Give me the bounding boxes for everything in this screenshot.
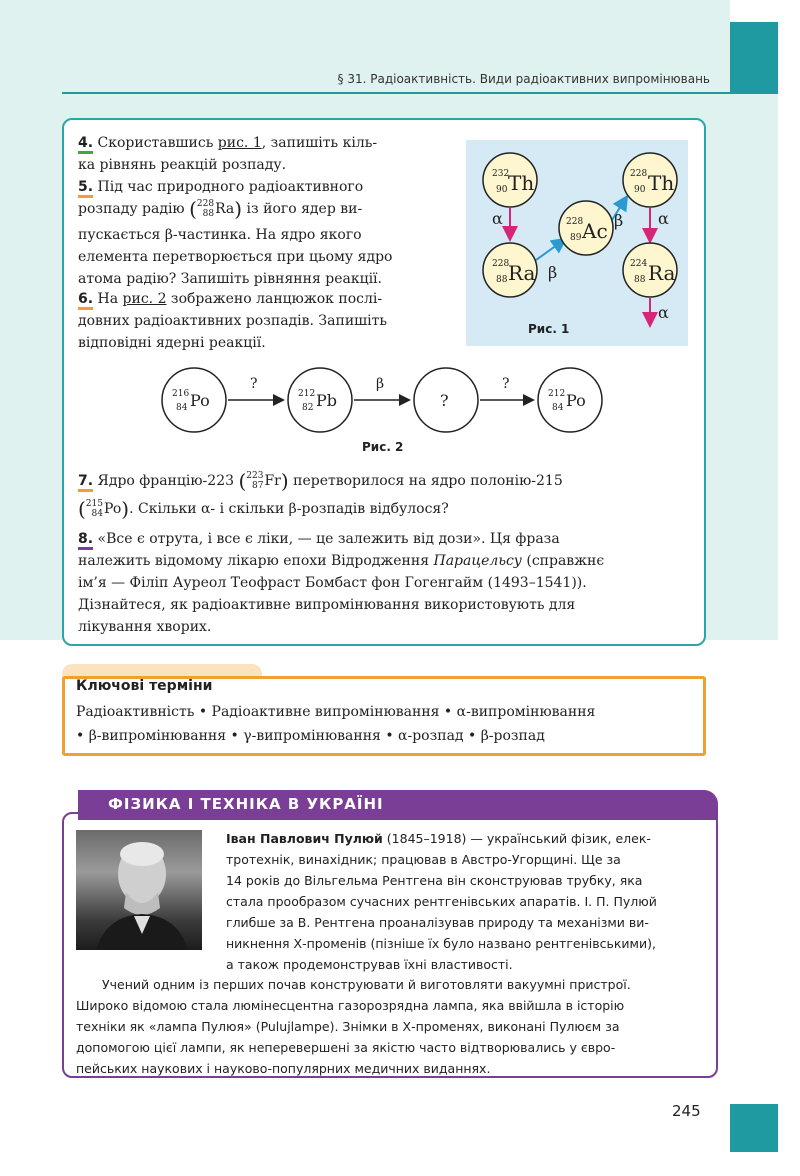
- task-5-line3: пускається β-частинка. На ядро якого: [78, 227, 362, 243]
- figure-1: [466, 140, 688, 346]
- physics-title: ФІЗИКА І ТЕХНІКА В УКРАЇНІ: [108, 795, 384, 813]
- pului-name: Іван Павлович Пулюй: [226, 831, 383, 846]
- task-5-number: 5.: [78, 179, 93, 198]
- task-8-line5: лікування хворих.: [78, 619, 212, 635]
- arrow-3-label: ?: [502, 376, 510, 392]
- fig1-link[interactable]: рис. 1: [217, 135, 262, 151]
- pului-bio-p1: [226, 828, 706, 975]
- ac228-charge: 89: [570, 233, 582, 243]
- task-5-line1: Під час природного радіоактивного: [97, 179, 364, 195]
- task-6-line3: відповідні ядерні реакції.: [78, 335, 266, 351]
- th232-symbol: Th: [508, 171, 535, 195]
- ac228-symbol: Ac: [582, 219, 608, 243]
- task-4-line2: ка рівнянь реакцій розпаду.: [78, 157, 287, 173]
- task-8-line3: ім’я — Філіп Ауреол Теофраст Бомбаст фон Гогенгайм (1493–1541)).: [78, 575, 587, 591]
- pului-bio-line: глибше за В. Рентгена проаналізував природу та механізми ви-: [226, 915, 649, 930]
- task-8-line1: «Все є отрута, і все є ліки, — це залежить від дози». Ця фраза: [97, 531, 560, 547]
- pului-bio-line: никнення Х-променів (пізніше їх було названо рентгенівськими),: [226, 936, 656, 951]
- isotope-po215: 215 84: [85, 499, 103, 519]
- task-6-number: 6.: [78, 291, 93, 310]
- task-5-line5: атома радію? Запишіть рівняння реакції.: [78, 271, 382, 287]
- th228-mass: 228: [630, 169, 648, 179]
- ra224-mass: 224: [630, 259, 648, 269]
- task-5-line4: елемента перетворюється при цьому ядро: [78, 249, 393, 265]
- pului-bio-p2-line: техніки як «лампа Пулюя» (Pulujlampe). Знімки в Х-променях, виконані Пулюєм за: [76, 1019, 620, 1034]
- pului-portrait: [76, 830, 202, 950]
- label-alpha-2: α: [658, 209, 669, 228]
- page-number: 245: [672, 1102, 701, 1120]
- isotope-ra228-symbol: Ra: [215, 201, 235, 217]
- pului-bio-line: а також продемонстрував їхні властивості.: [226, 957, 513, 972]
- portrait-illustration: [76, 830, 202, 950]
- ra224-symbol: Ra: [648, 261, 676, 285]
- fig2-link[interactable]: рис. 2: [122, 291, 167, 307]
- label-alpha-1: α: [492, 209, 503, 228]
- task-5-line2b: із його ядер ви-: [246, 201, 363, 217]
- po212-mass: 212: [548, 389, 566, 399]
- beta-arrow-1: [536, 240, 564, 260]
- task-6-text-a: На: [97, 291, 123, 307]
- task-7-number: 7.: [78, 473, 93, 492]
- th228-charge: 90: [634, 185, 646, 195]
- pb212-symbol: Pb: [316, 391, 338, 410]
- header-rule: [62, 92, 730, 94]
- po216-charge: 84: [176, 403, 188, 413]
- pului-bio-p2: [76, 974, 706, 1079]
- pului-bio-line: тротехнік, винахідник; працював в Австро-Угорщині. Ще за: [226, 852, 621, 867]
- po216-symbol: Po: [190, 391, 210, 410]
- pului-bio-p2-line: пейських наукових і науково-популярних медичних виданнях.: [76, 1061, 491, 1076]
- key-terms-line2: • β-випромінювання • γ-випромінювання • α-розпад • β-розпад: [76, 728, 545, 744]
- task-7-line1a: Ядро францію-223: [97, 473, 235, 489]
- isotope-fr223: 223 87: [246, 471, 264, 491]
- task-6: [78, 288, 458, 354]
- pului-bio-p2-line: Учений одним із перших почав конструювати й виготовляти вакуумні пристрої.: [102, 977, 631, 992]
- pului-bio-line: 14 років до Вільгельма Рентгена він сконструював трубку, яка: [226, 873, 643, 888]
- label-alpha-3: α: [658, 303, 669, 322]
- po216-mass: 216: [172, 389, 190, 399]
- pb212-mass: 212: [298, 389, 316, 399]
- task-4: [78, 132, 458, 176]
- task-4-number: 4.: [78, 135, 93, 154]
- isotope-fr223-symbol: Fr: [264, 473, 281, 489]
- key-terms-title: Ключові терміни: [76, 678, 213, 694]
- task-4-text-a: Скориставшись: [97, 135, 218, 151]
- running-header: § 31. Радіоактивність. Види радіоактивних випромінювань: [337, 72, 710, 86]
- figure-1-caption: Рис. 1: [528, 322, 570, 336]
- task-8: [78, 528, 698, 638]
- ra228-mass: 228: [492, 259, 510, 269]
- ra228-symbol: Ra: [508, 261, 536, 285]
- task-7-line2: . Скільки α- і скільки β-розпадів відбулося?: [129, 501, 449, 517]
- chapter-tab: [730, 22, 778, 94]
- task-4-text-b: , запишіть кіль-: [261, 135, 378, 151]
- th232-charge: 90: [496, 185, 508, 195]
- task-8-line2b: (справжнє: [521, 553, 605, 569]
- task-8-number: 8.: [78, 531, 93, 550]
- ra224-charge: 88: [634, 275, 646, 285]
- po212-symbol: Po: [566, 391, 586, 410]
- task-7: 7. Ядро францію-223 ( 223 87 Fr) перетворилося на ядро полонію-215 ( 215 84 Po). Скільки α- і скільки β-розпадів відбулося?: [78, 469, 563, 521]
- figure-1-diagram: [466, 140, 688, 346]
- pului-bio-first: (1845–1918) — український фізик, елек-: [382, 831, 651, 846]
- task-5-line2a: розпаду радію: [78, 201, 185, 217]
- po212-charge: 84: [552, 403, 564, 413]
- task-6-line2: довних радіоактивних розпадів. Запишіть: [78, 313, 388, 329]
- task-6-text-b: зображено ланцюжок послі-: [166, 291, 383, 307]
- label-beta-1: β: [548, 263, 558, 282]
- arrow-1-label: ?: [250, 376, 258, 392]
- unknown-symbol: ?: [440, 391, 449, 410]
- page-corner-tab: [730, 1104, 778, 1152]
- key-terms-line1: Радіоактивність • Радіоактивне випромінювання • α-випромінювання: [76, 704, 596, 720]
- task-8-line4: Дізнайтеся, як радіоактивне випромінювання використовують для: [78, 597, 576, 613]
- task-7-line1b: перетворилося на ядро полонію-215: [293, 473, 563, 489]
- task-8-paracelsus: Парацельсу: [433, 553, 522, 569]
- margin-tint: [730, 94, 778, 640]
- pb212-charge: 82: [302, 403, 314, 413]
- pului-bio-p2-line: Широко відомою стала люмінесцентна газорозрядна лампа, яка ввійшла в історію: [76, 998, 625, 1013]
- th232-mass: 232: [492, 169, 510, 179]
- label-beta-2: β: [614, 211, 624, 230]
- task-8-line2a: належить відомому лікарю епохи Відродження: [78, 553, 434, 569]
- th228-symbol: Th: [648, 171, 675, 195]
- isotope-po215-symbol: Po: [104, 501, 122, 517]
- figure-2-caption: Рис. 2: [362, 440, 404, 454]
- task-5: 5. Під час природного радіоактивного розпаду радію ( 228 88 Ra) із його ядер ви- пускається β-частинка. На ядро якого елемента перетворюється при цьому ядро атома радію? Запишіть рівняння реакції.: [78, 176, 458, 290]
- ra228-charge: 88: [496, 275, 508, 285]
- isotope-ra228: 228 88: [196, 199, 215, 219]
- pului-bio-p2-line: допомогою цієї лампи, як неперевершені за якістю часто відтворювались у євро-: [76, 1040, 616, 1055]
- arrow-2-label: β: [376, 376, 385, 392]
- pului-bio-line: стала прообразом сучасних рентгенівських апаратів. І. П. Пулюй: [226, 894, 657, 909]
- ac228-mass: 228: [566, 217, 584, 227]
